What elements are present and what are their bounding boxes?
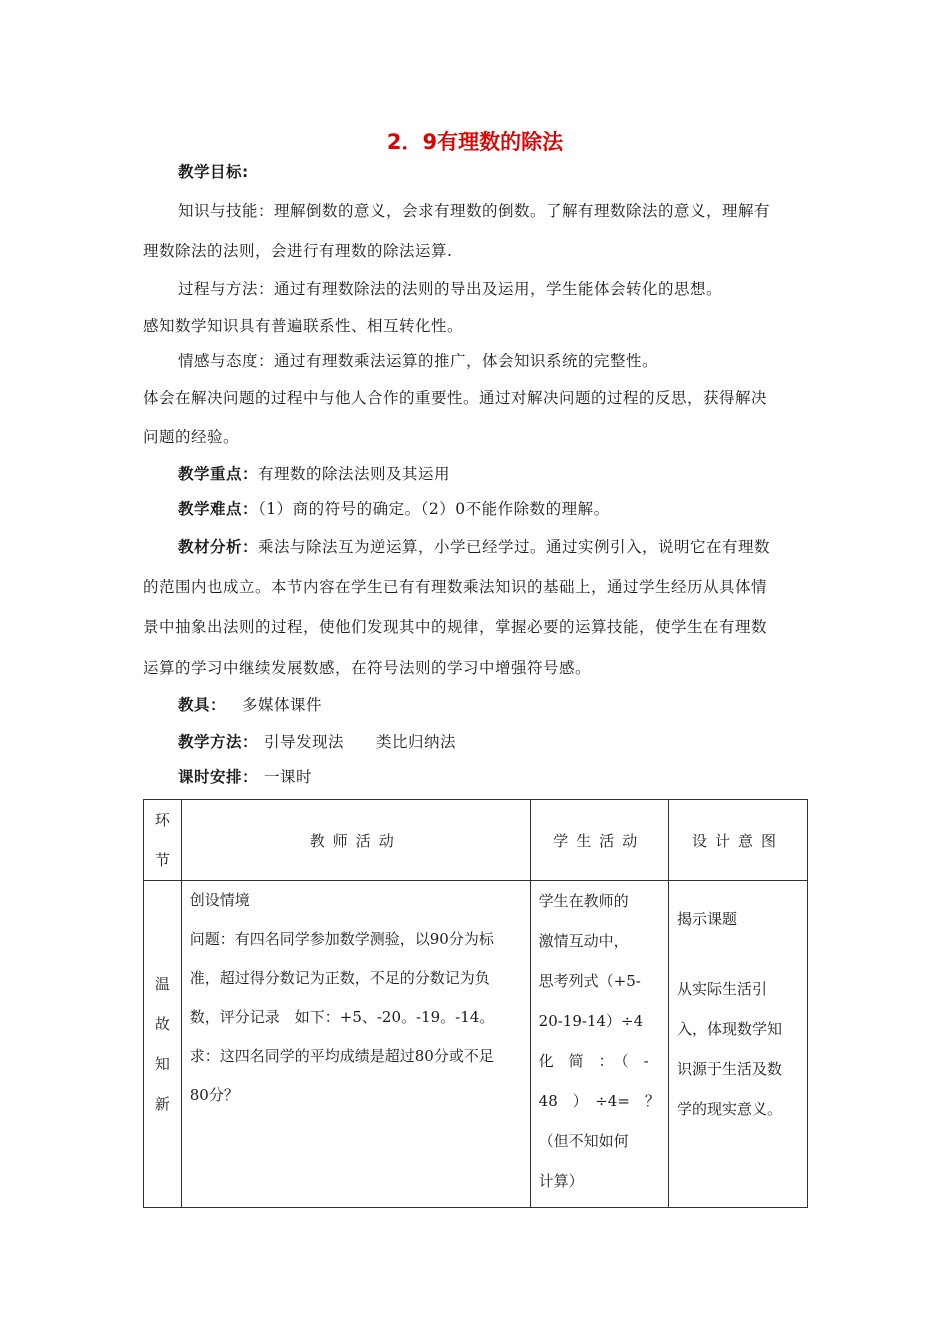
analysis-line-4: 运算的学习中继续发展数感，在符号法则的学习中增强符号感。 [143, 659, 592, 677]
analysis-line-1 [178, 535, 770, 557]
header-teacher: 教师活动 [181, 800, 530, 881]
schedule-line [178, 765, 312, 787]
process-line-1: 过程与方法：通过有理数除法的法则的导出及运用，学生能体会转化的思想。 [178, 280, 723, 298]
student-line: 化 简 ： （ - [538, 1052, 649, 1070]
method-line [178, 730, 456, 752]
stage-char: 新 [154, 1095, 170, 1113]
method-text: 引导发现法 类比归纳法 [264, 733, 457, 751]
lesson-plan-table [143, 799, 808, 1208]
student-line: 思考列式（+5- [538, 972, 641, 990]
stage-char: 温 [154, 975, 170, 993]
design-line: 入，体现数学知 [676, 1020, 782, 1038]
key-point-label: 教学重点： [178, 465, 259, 483]
analysis-label: 教材分析： [178, 538, 259, 556]
student-line: 激情互动中， [538, 932, 629, 950]
objectives-heading: 教学目标: [178, 163, 249, 181]
design-intent-cell [668, 881, 807, 1208]
stage-char: 故 [154, 1015, 170, 1033]
tools-label: 教具： [178, 696, 227, 714]
teacher-line: 准，超过得分数记为正数，不足的分数记为负 [189, 969, 490, 987]
method-label: 教学方法： [178, 733, 259, 751]
design-line: 识源于生活及数 [676, 1060, 782, 1078]
process-line-2: 感知数学知识具有普遍联系性、相互转化性。 [143, 317, 464, 335]
student-line: 20-19-14）÷4 [538, 1012, 644, 1030]
header-design: 设计意图 [668, 800, 807, 881]
teacher-line: 求：这四名同学的平均成绩是超过80分或不足 [189, 1047, 494, 1065]
schedule-label: 课时安排： [178, 768, 259, 786]
stage-char: 知 [154, 1055, 170, 1073]
teacher-line: 数，评分记录 如下：+5、-20。-19。-14。 [189, 1008, 495, 1026]
tools-line [178, 693, 322, 715]
header-student: 学生活动 [530, 800, 668, 881]
student-line: （但不知如何 [538, 1132, 629, 1150]
stage-cell [144, 881, 182, 1208]
difficulty-text: （1）商的符号的确定。（2）0不能作除数的理解。 [258, 500, 610, 518]
difficulty-point [178, 497, 610, 519]
emotion-line-1: 情感与态度：通过有理数乘法运算的推广，体会知识系统的完整性。 [178, 352, 659, 370]
emotion-line-3: 问题的经验。 [143, 428, 240, 446]
design-line: 学的现实意义。 [676, 1100, 782, 1118]
table-header-row [144, 800, 808, 881]
key-point-text: 有理数的除法法则及其运用 [258, 465, 451, 483]
page-title: 2．9有理数的除法 [386, 130, 564, 154]
teacher-line: 问题：有四名同学参加数学测验，以90分为标 [189, 930, 494, 948]
difficulty-label: 教学难点： [178, 500, 259, 518]
emotion-line-2: 体会在解决问题的过程中与他人合作的重要性。通过对解决问题的过程的反思，获得解决 [143, 389, 768, 407]
tools-text: 多媒体课件 [242, 696, 323, 714]
student-line: 计算） [538, 1172, 584, 1190]
student-line: 学生在教师的 [538, 892, 629, 910]
analysis-line-3: 景中抽象出法则的过程，使他们发现其中的规律，掌握必要的运算技能，使学生在有理数 [143, 618, 768, 636]
schedule-text: 一课时 [264, 768, 313, 786]
analysis-line-2: 的范围内也成立。本节内容在学生已有有理数乘法知识的基础上，通过学生经历从具体情 [143, 578, 768, 596]
teacher-line: 80分？ [189, 1086, 239, 1104]
knowledge-line-2: 理数除法的法则，会进行有理数的除法运算. [143, 242, 453, 260]
student-line: 48 ） ÷4= ？ [538, 1092, 660, 1110]
analysis-text-1: 乘法与除法互为逆运算，小学已经学过。通过实例引入，说明它在有理数 [258, 538, 771, 556]
knowledge-line-1: 知识与技能：理解倒数的意义，会求有理数的倒数。了解有理数除法的意义，理解有 [178, 202, 771, 220]
design-spacer [677, 939, 799, 969]
header-stage [144, 800, 182, 881]
design-line: 从实际生活引 [676, 980, 767, 998]
header-stage-char-1: 环 [154, 811, 170, 829]
table-row [144, 881, 808, 1208]
design-line: 揭示课题 [676, 910, 737, 928]
header-stage-char-2: 节 [154, 851, 170, 869]
student-activity-cell [530, 881, 668, 1208]
teacher-activity-cell [181, 881, 530, 1208]
key-point [178, 462, 450, 484]
teacher-line: 创设情境 [189, 891, 250, 909]
